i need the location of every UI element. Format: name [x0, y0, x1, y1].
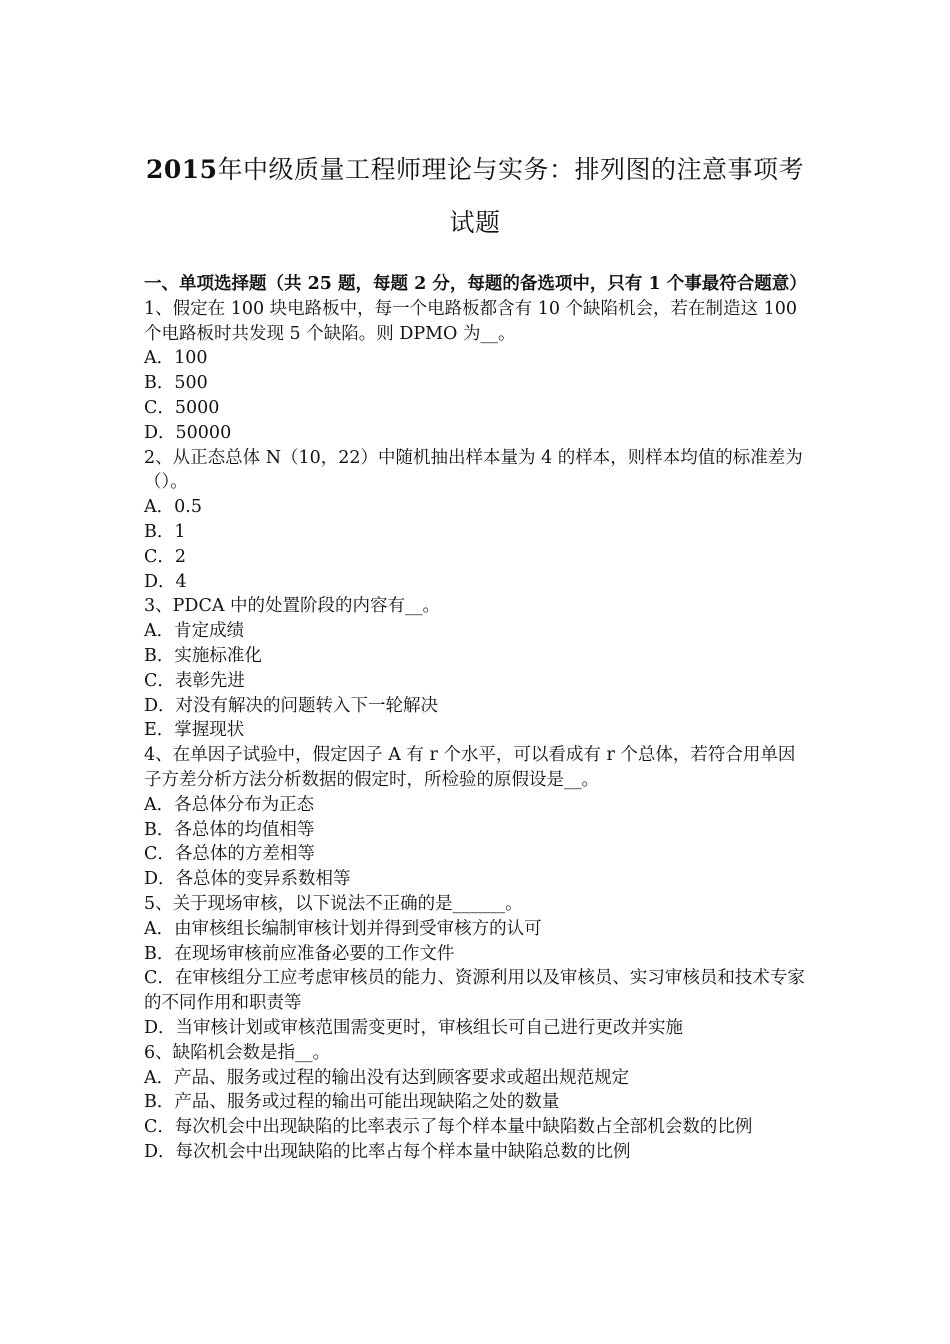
- answer-option: B．1: [144, 521, 186, 542]
- question-block: [144, 1041, 808, 1165]
- answer-option: A．肯定成绩: [144, 621, 245, 642]
- document-title-line2: 试题: [449, 208, 501, 237]
- answer-option: E．掌握现状: [144, 720, 245, 741]
- title-text: 年中级质量工程师理论与实务：排列图的注意事项考: [217, 155, 805, 184]
- answer-option: B．在现场审核前应准备必要的工作文件: [144, 943, 455, 964]
- document-title-line1: [120, 150, 830, 186]
- answer-option: D．各总体的变异系数相等: [144, 869, 351, 890]
- answer-option: B．实施标准化: [144, 645, 262, 666]
- answer-option: D．每次机会中出现缺陷的比率占每个样本量中缺陷总数的比例: [144, 1141, 631, 1162]
- answer-option: C．表彰先进: [144, 670, 245, 691]
- answer-option: C．2: [144, 546, 187, 567]
- option-list: [144, 619, 808, 743]
- question-list: [144, 297, 808, 1165]
- question-text: 5、关于现场审核，以下说法不正确的是______。: [144, 893, 523, 914]
- answer-option: C．每次机会中出现缺陷的比率表示了每个样本量中缺陷数占全部机会数的比例: [144, 1117, 753, 1138]
- answer-option: A．各总体分布为正态: [144, 794, 315, 815]
- answer-option: D．当审核计划或审核范围需变更时，审核组长可自己进行更改并实施: [144, 1017, 684, 1038]
- option-list: [144, 495, 808, 594]
- question-block: [144, 297, 808, 446]
- answer-option: B．各总体的均值相等: [144, 819, 315, 840]
- answer-option: B．500: [144, 373, 208, 394]
- question-text: 1、假定在 100 块电路板中，每一个电路板都含有 10 个缺陷机会，若在制造这 100 个电路板时共发现 5 个缺陷。则 DPMO 为__。: [144, 298, 798, 344]
- question-block: [144, 892, 808, 1041]
- question-block: [144, 743, 808, 892]
- option-list: [144, 346, 808, 445]
- answer-option: B．产品、服务或过程的输出可能出现缺陷之处的数量: [144, 1092, 560, 1113]
- answer-option: D．50000: [144, 422, 232, 443]
- answer-option: A．0.5: [144, 497, 202, 518]
- question-text: 2、从正态总体 N（10，22）中随机抽出样本量为 4 的样本，则样本均值的标准差为（）。: [144, 447, 803, 493]
- answer-option: C．5000: [144, 397, 220, 418]
- question-text: 6、缺陷机会数是指__。: [144, 1042, 331, 1063]
- option-list: [144, 793, 808, 892]
- question-text: 3、PDCA 中的处置阶段的内容有__。: [144, 596, 441, 617]
- question-text: 4、在单因子试验中，假定因子 A 有 r 个水平，可以看成有 r 个总体，若符合用单因子方差分析方法分析数据的假定时，所检验的原假设是__。: [144, 745, 796, 790]
- answer-option: A．由审核组长编制审核计划并得到受审核方的认可: [144, 918, 542, 939]
- document-body: [144, 272, 808, 1165]
- answer-option: D．4: [144, 571, 187, 592]
- question-block: [144, 594, 808, 743]
- question-block: [144, 446, 808, 595]
- option-list: [144, 917, 808, 1041]
- section-heading: 一、单项选择题（共 25 题，每题 2 分，每题的备选项中，只有 1 个事最符合题意）: [144, 274, 807, 294]
- title-year: 2015: [145, 155, 218, 184]
- answer-option: C．各总体的方差相等: [144, 844, 315, 865]
- answer-option: A．100: [144, 348, 208, 369]
- option-list: [144, 1066, 808, 1165]
- answer-option: D．对没有解决的问题转入下一轮解决: [144, 695, 439, 716]
- answer-option: A．产品、服务或过程的输出没有达到顾客要求或超出规范规定: [144, 1067, 630, 1088]
- answer-option: C．在审核组分工应考虑审核员的能力、资源利用以及审核员、实习审核员和技术专家的不同作用和职责等: [144, 968, 805, 1014]
